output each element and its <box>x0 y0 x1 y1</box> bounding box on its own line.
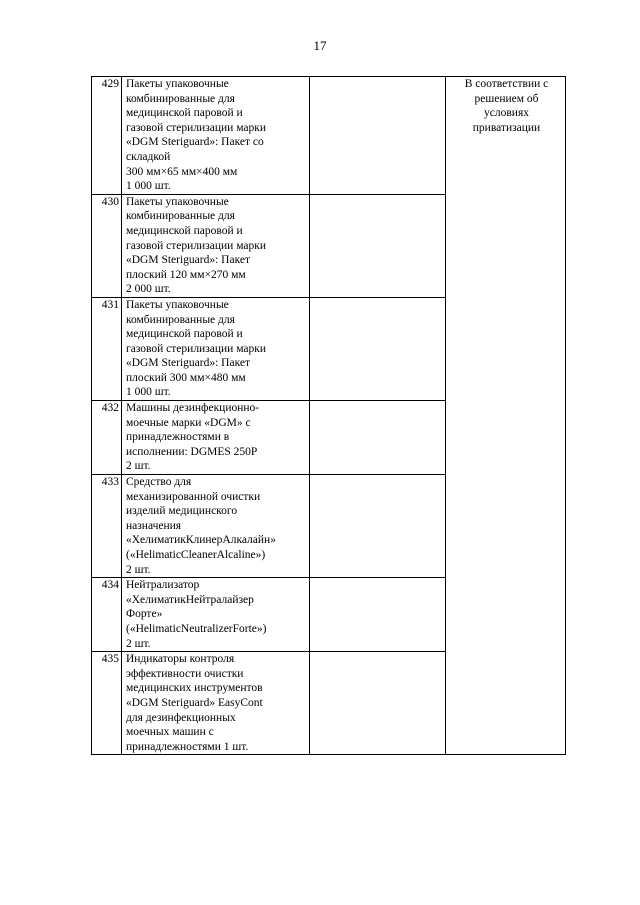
item-number: 435 <box>92 652 122 755</box>
page-number: 17 <box>313 38 327 53</box>
item-description-line: «ХелиматикНейтралайзер <box>126 593 254 606</box>
item-number: 431 <box>92 297 122 400</box>
item-description-line: комбинированные для <box>126 313 235 326</box>
empty-cell <box>310 475 446 578</box>
item-description <box>122 475 310 578</box>
item-description <box>122 77 310 195</box>
item-description-line: исполнении: DGMES 250P <box>126 445 258 458</box>
item-description-line: Форте» <box>126 608 163 621</box>
item-description-line: моечных машин с <box>126 726 214 739</box>
item-description-line: газовой стерилизации марки <box>126 121 266 134</box>
item-description-line: эффективности очистки <box>126 667 244 680</box>
item-description-line: 2 шт. <box>126 637 151 650</box>
privatization-note <box>446 77 566 755</box>
item-description-line: медицинской паровой и <box>126 107 243 120</box>
privatization-note-line: условиях <box>484 107 529 120</box>
item-description <box>122 297 310 400</box>
item-number: 432 <box>92 401 122 475</box>
item-description-line: «DGM Steriguard»: Пакет <box>126 254 251 267</box>
empty-cell <box>310 77 446 195</box>
item-description-line: принадлежностями в <box>126 431 230 444</box>
item-description-line: 1 000 шт. <box>126 180 171 193</box>
item-description-line: для дезинфекционных <box>126 711 236 724</box>
item-number: 429 <box>92 77 122 195</box>
item-description-line: Пакеты упаковочные <box>126 195 229 208</box>
item-description-line: складкой <box>126 150 171 163</box>
empty-cell <box>310 194 446 297</box>
empty-cell <box>310 401 446 475</box>
item-description-line: 1 000 шт. <box>126 386 171 399</box>
item-description-line: Пакеты упаковочные <box>126 298 229 311</box>
item-description <box>122 401 310 475</box>
item-description-line: Нейтрализатор <box>126 579 200 592</box>
item-description-line: («HelimaticCleanerAlcaline») <box>126 549 266 561</box>
item-description-line: 2 шт. <box>126 563 151 576</box>
item-description-line: «DGM Steriguard»: Пакет <box>126 357 251 370</box>
empty-cell <box>310 578 446 652</box>
item-description-line: Средство для <box>126 476 192 489</box>
item-description-line: Машины дезинфекционно- <box>126 402 260 415</box>
item-description <box>122 194 310 297</box>
item-number: 430 <box>92 194 122 297</box>
item-description-line: медицинских инструментов <box>126 682 263 695</box>
item-description-line: 300 мм×65 мм×400 мм <box>126 165 238 178</box>
item-description-line: медицинской паровой и <box>126 328 243 341</box>
empty-cell <box>310 652 446 755</box>
item-description-line: медицинской паровой и <box>126 224 243 237</box>
privatization-note-line: приватизации <box>472 121 541 134</box>
item-description-line: изделий медицинского <box>126 505 238 518</box>
item-description-line: назначения <box>126 519 182 532</box>
item-description-line: газовой стерилизации марки <box>126 342 266 355</box>
item-description-line: плоский 300 мм×480 мм <box>126 371 246 384</box>
item-description-line: газовой стерилизации марки <box>126 239 266 252</box>
items-table <box>91 76 566 755</box>
item-description-line: моечные марки «DGM» с <box>126 416 251 429</box>
item-description-line: 2 шт. <box>126 460 151 473</box>
item-description-line: («HelimaticNeutralizerForte») <box>126 622 267 635</box>
item-description-line: механизированной очистки <box>126 490 261 503</box>
item-description-line: «DGM Steriguard» EasyCont <box>126 696 263 709</box>
privatization-note-line: В соответствии с <box>464 78 549 90</box>
item-description-line: принадлежностями 1 шт. <box>126 740 249 753</box>
empty-cell <box>310 297 446 400</box>
item-description <box>122 578 310 652</box>
item-description-line: плоский 120 мм×270 мм <box>126 268 246 281</box>
item-description-line: комбинированные для <box>126 92 235 105</box>
item-description-line: Пакеты упаковочные <box>126 78 229 90</box>
items-table-body <box>92 77 566 755</box>
table-row <box>92 77 566 195</box>
item-description-line: комбинированные для <box>126 210 235 223</box>
item-description-line: Индикаторы контроля <box>126 653 235 666</box>
item-description-line: «ХелиматикКлинерАлкалайн» <box>126 534 276 547</box>
item-description-line: «DGM Steriguard»: Пакет со <box>126 136 264 149</box>
item-description <box>122 652 310 755</box>
item-description-line: 2 000 шт. <box>126 283 171 296</box>
privatization-note-line: решением об <box>474 92 539 105</box>
item-number: 434 <box>92 578 122 652</box>
item-number: 433 <box>92 475 122 578</box>
